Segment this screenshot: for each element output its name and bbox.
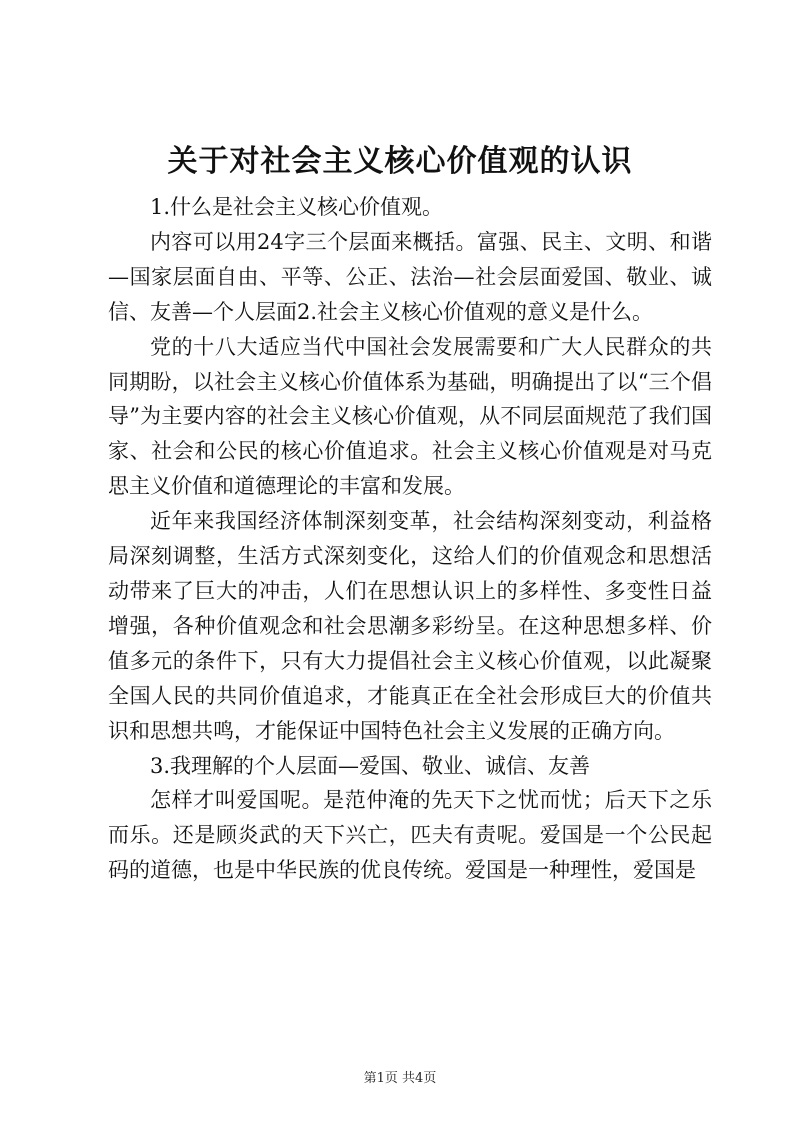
paragraph-content-summary: 内容可以用24字三个层面来概括。富强、民主、文明、和谐—国家层面自由、平等、公正、法治—社会层面爱国、敬业、诚信、友善—个人层面2.社会主义核心价值观的意义是什么。 bbox=[108, 229, 712, 324]
paragraph-social-context: 近年来我国经济体制深刻变革，社会结构深刻变动，利益格局深刻调整，生活方式深刻变化，这给人们的价值观念和思想活动带来了巨大的冲击，人们在思想认识上的多样性、多变性日益增强，各种价值观念和社会思潮多彩纷呈。在这种思想多样、价值多元的条件下，只有大力提倡社会主义核心价值观，以此凝聚全国人民的共同价值追求，才能真正在全社会形成巨大的价值共识和思想共鸣，才能保证中国特色社会主义发展的正确方向。 bbox=[108, 509, 712, 743]
paragraph-section-1-heading: 1.什么是社会主义核心价值观。 bbox=[150, 195, 444, 219]
document-title: 关于对社会主义核心价值观的认识 bbox=[167, 144, 633, 179]
page-footer: 第1页 共4页 bbox=[363, 1071, 437, 1086]
document-body bbox=[108, 190, 712, 888]
paragraph-patriotism: 怎样才叫爱国呢。是范仲淹的先天下之忧而忧；后天下之乐而乐。还是顾炎武的天下兴亡，匹夫有责呢。爱国是一个公民起码的道德，也是中华民族的优良传统。爱国是一种理性，爱国是 bbox=[108, 788, 712, 883]
paragraph-significance: 党的十八大适应当代中国社会发展需要和广大人民群众的共同期盼，以社会主义核心价值体系为基础，明确提出了以“三个倡导”为主要内容的社会主义核心价值观，从不同层面规范了我们国家、社会和公民的核心价值追求。社会主义核心价值观是对马克思主义价值和道德理论的丰富和发展。 bbox=[108, 334, 712, 499]
paragraph-section-3-heading: 3.我理解的个人层面—爱国、敬业、诚信、友善 bbox=[150, 753, 591, 778]
